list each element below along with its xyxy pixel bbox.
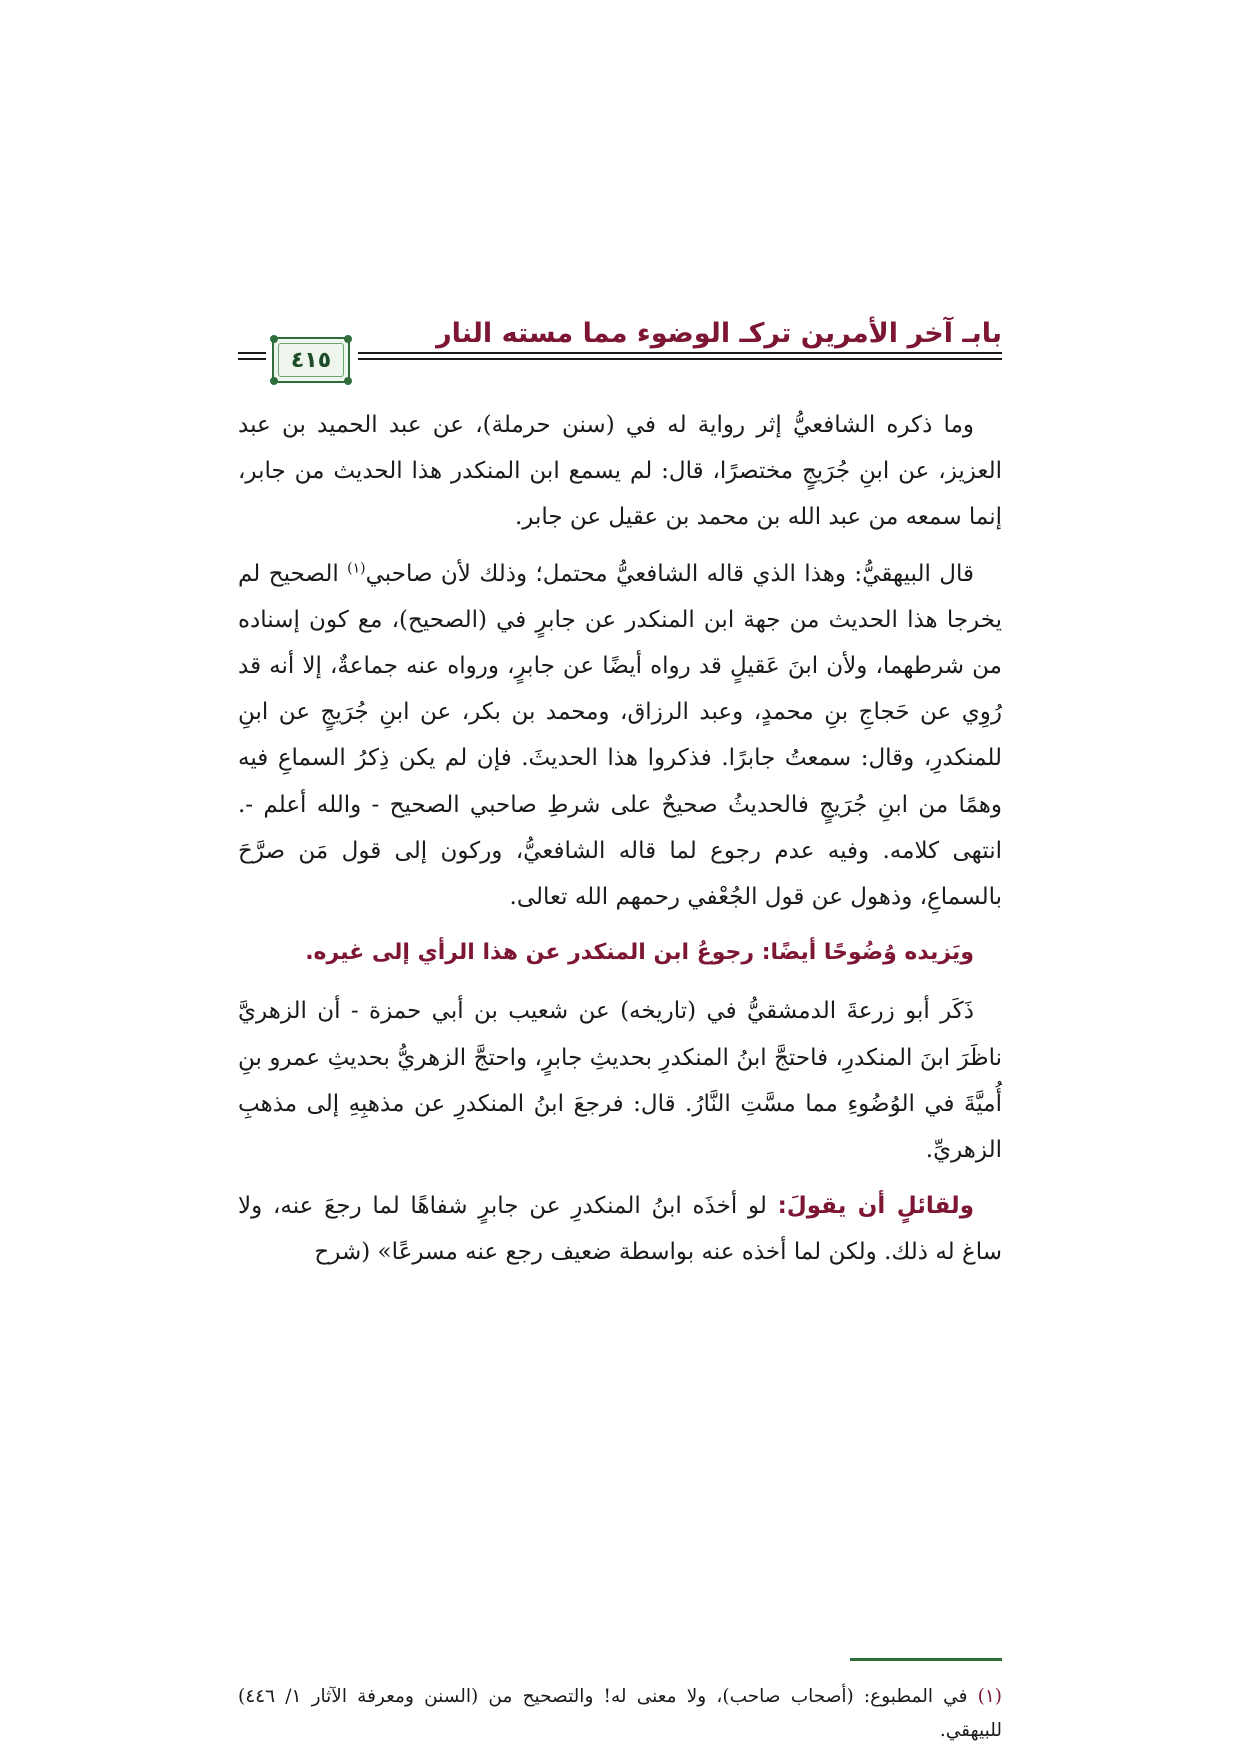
paragraph-text: الصحيح لم يخرجا هذا الحديث من جهة ابن المنكدر عن جابرٍ في (الصحيح)، مع كون إسناده من شرطهما، ولأن ابنَ عَقيلٍ قد رواه أيضًا عن جابرٍ، ورواه عنه جماعةٌ، إلا أنه قد رُوِي عن حَجاجِ بنِ محمدٍ، وعبد الرزاق، ومحمد بن بكر، عن ابنِ جُرَيجٍ عن ابنِ للمنكدرِ، وقال: سمعتُ جابرًا. فذكروا هذا الحديثَ. فإن لم يكن ذِكرُ السماعِ فيه وهمًا من ابنِ جُرَيجٍ فالحديثُ صحيحٌ على شرطِ صاحبي الصحيح - والله أعلم -. انتهى كلامه. وفيه عدم رجوع لما قاله الشافعيُّ، وركون إلى قول مَن صرَّحَ بالسماعِ، وذهول عن قول الجُعْفي رحمهم الله تعالى. [238, 560, 1002, 911]
paragraph-text: قال البيهقيُّ: وهذا الذي قاله الشافعيُّ محتمل؛ وذلك لأن صاحبي [365, 560, 974, 587]
section-heading: ويَزيده وُضُوحًا أيضًا: رجوعُ ابن المنكدر عن هذا الرأي إلى غيره. [305, 940, 974, 966]
badge-ornament [270, 335, 278, 343]
footnote-number: (١) [977, 1686, 1002, 1707]
paragraph: ذَكَر أبو زرعةَ الدمشقيُّ في (تاريخه) عن شعيب بن أبي حمزة - أن الزهريَّ ناظَرَ ابنَ المنكدرِ، فاحتجَّ ابنُ المنكدرِ بحديثِ جابرٍ، واحتجَّ الزهريُّ بحديثِ عمرو بنِ أُميَّةَ في الوُضُوءِ مما مسَّتِ النَّارُ. قال: فرجعَ ابنُ المنكدرِ عن مذهبِهِ إلى مذهبِ الزهريِّ. [238, 998, 1002, 1164]
main-text [238, 402, 1002, 1276]
running-title: بابـ آخر الأمرين تركـ الوضوء مما مسته النار [436, 318, 1002, 349]
paragraph [238, 1183, 1002, 1275]
badge-ornament [344, 335, 352, 343]
footnote-reference: (١) [347, 559, 366, 576]
paragraph: وما ذكره الشافعيُّ إثر رواية له في (سنن حرملة)، عن عبد الحميد بن عبد العزيز، عن ابنِ جُرَيجٍ مختصرًا، قال: لم يسمع ابن المنكدر هذا الحديث من جابر، إنما سمعه من عبد الله بن محمد بن عقيل عن جابر. [238, 412, 1002, 531]
footnote [238, 1680, 1002, 1748]
page-number-badge [272, 337, 350, 383]
header-rule-left-bottom [238, 358, 266, 360]
paragraph-text: لو أخذَه ابنُ المنكدرِ عن جابرٍ شفاهًا لما رجعَ عنه، ولا ساغ له ذلك. ولكن لما أخذه عنه بواسطة ضعيف رجع عنه مسرعًا» (شرح [238, 1193, 1002, 1266]
page-number: ٤١٥ [290, 347, 332, 373]
header-rule-right-bottom [358, 358, 1002, 360]
lead-in: ولقائلٍ أن يقولَ: [777, 1193, 974, 1220]
paragraph [238, 551, 1002, 921]
header-rule-right-top [358, 352, 1002, 354]
footnote-separator [850, 1658, 1002, 1661]
badge-ornament [344, 377, 352, 385]
badge-ornament [270, 377, 278, 385]
header-rule-left-top [238, 352, 266, 354]
footnote-text: في المطبوع: (أصحاب صاحب)، ولا معنى له! والتصحيح من (السنن ومعرفة الآثار ١/ ٤٤٦) للبيهقي. [238, 1686, 1002, 1741]
